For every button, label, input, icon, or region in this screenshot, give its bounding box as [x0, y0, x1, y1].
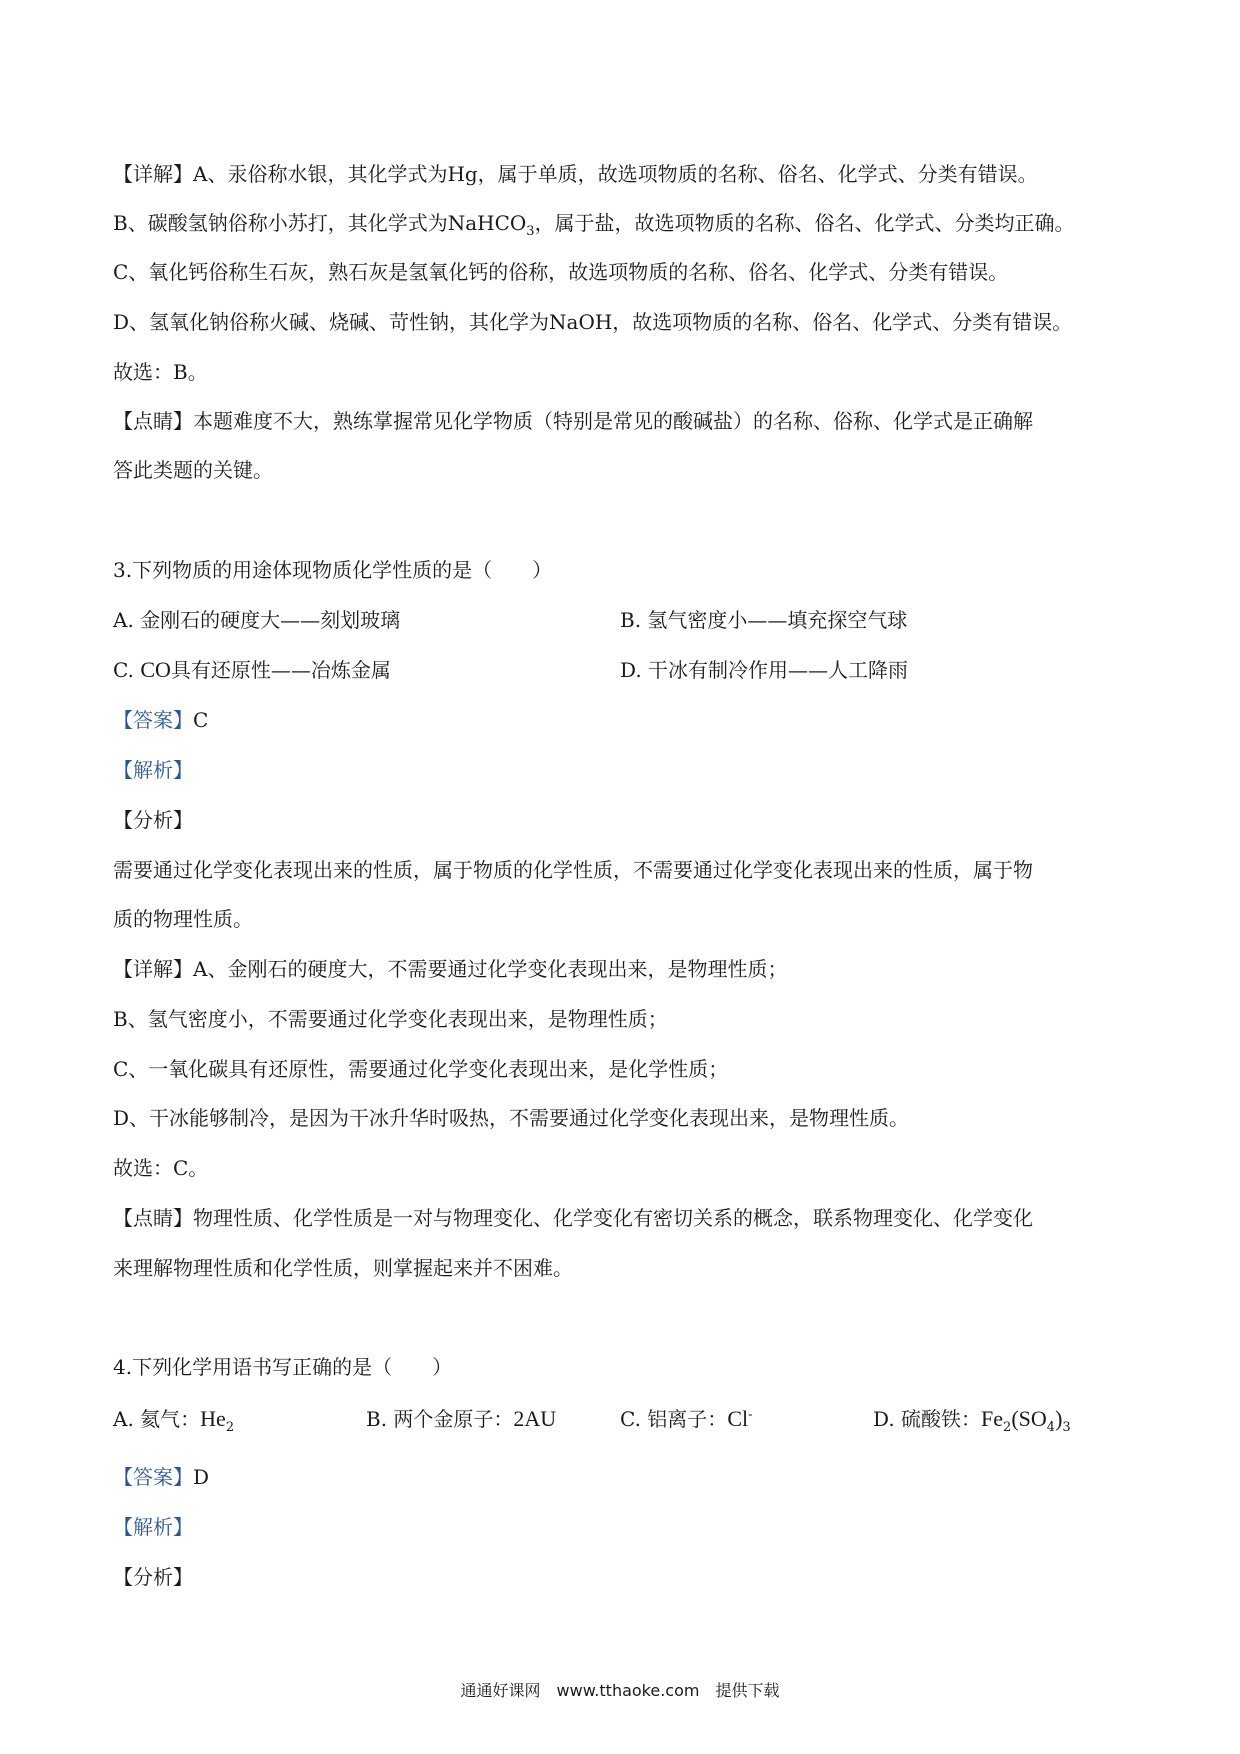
- q3-comment-line-2: 来理解物理性质和化学性质，则掌握起来并不困难。: [113, 1256, 573, 1280]
- q3-stem: 3.下列物质的用途体现物质化学性质的是（ ）: [113, 558, 553, 582]
- q4-option-c-superscript: -: [748, 1407, 753, 1423]
- q2-formula: NaHCO: [447, 211, 527, 235]
- q2-choice: 故选：B。: [113, 360, 208, 384]
- q3-comment-line-1: 【点睛】物理性质、化学性质是一对与物理变化、化学变化有密切关系的概念，联系物理变化、化学变化: [113, 1206, 1033, 1230]
- q4-option-a-formula: He: [200, 1406, 226, 1431]
- q3-answer-value: C: [193, 708, 209, 732]
- q2-detail-b-text: B、碳酸氢钠俗称小苏打，其化学式为: [113, 211, 448, 235]
- q3-option-c-text: 具有还原性——冶炼金属: [170, 658, 391, 682]
- q3-option-d: D. 干冰有制冷作用——人工降雨: [620, 658, 909, 682]
- q3-detail-a: 【详解】A、金刚石的硬度大，不需要通过化学变化表现出来，是物理性质；: [113, 957, 788, 981]
- q4-answer-value: D: [193, 1465, 210, 1489]
- q4-answer-tag: 【答案】: [113, 1465, 193, 1489]
- q4-option-d-subscript-3: 3: [1062, 1420, 1071, 1435]
- q3-detail-b: B、氢气密度小，不需要通过化学变化表现出来，是物理性质；: [113, 1007, 668, 1031]
- q4-option-d-formula-paren: ): [1055, 1406, 1063, 1431]
- q4-option-a-text: A. 氦气：: [113, 1407, 201, 1431]
- q3-answer-tag: 【答案】: [113, 708, 193, 732]
- q4-option-b-text: B. 两个金原子：: [366, 1407, 514, 1431]
- q4-fenxi-tag: 【分析】: [113, 1565, 193, 1589]
- page-footer: 通通好课网 www.tthaoke.com 提供下载: [460, 1681, 780, 1700]
- q2-detail-d: D、氢氧化钠俗称火碱、烧碱、苛性钠，其化学为NaOH，故选项物质的名称、俗名、化学式、分类有错误。: [113, 310, 1073, 334]
- q3-option-c-label: C.: [113, 658, 134, 682]
- q3-option-b: B. 氢气密度小——填充探空气球: [620, 608, 908, 632]
- q3-option-c: [113, 656, 391, 684]
- q4-option-d-formula-fe: Fe: [981, 1406, 1004, 1431]
- q4-option-a-subscript: 2: [225, 1420, 235, 1435]
- q4-option-b-formula: 2AU: [513, 1406, 557, 1431]
- q4-option-d-subscript-2: 4: [1046, 1420, 1056, 1435]
- q3-detail-c: C、一氧化碳具有还原性，需要通过化学变化表现出来，是化学性质；: [113, 1057, 729, 1081]
- q4-option-d-formula-so: (SO: [1011, 1406, 1047, 1431]
- q4-option-c: [620, 1405, 753, 1433]
- q4-option-c-text: C. 铝离子：: [620, 1407, 728, 1431]
- q3-answer: [113, 706, 208, 734]
- q4-analysis-tag: 【解析】: [113, 1515, 193, 1539]
- q4-option-c-formula: Cl: [727, 1406, 749, 1431]
- q4-option-d-subscript-1: 2: [1003, 1420, 1012, 1435]
- q3-option-c-formula: CO: [140, 657, 171, 682]
- q2-detail-a: 【详解】A、汞俗称水银，其化学式为Hg，属于单质，故选项物质的名称、俗名、化学式、分类有错误。: [113, 162, 1038, 186]
- q2-comment-line-2: 答此类题的关键。: [113, 458, 273, 482]
- q4-option-d: [873, 1405, 1071, 1433]
- q3-detail-d: D、干冰能够制冷，是因为干冰升华时吸热，不需要通过化学变化表现出来，是物理性质。: [113, 1106, 910, 1130]
- q4-stem: 4.下列化学用语书写正确的是（ ）: [113, 1355, 453, 1379]
- q3-fenxi-tag: 【分析】: [113, 808, 193, 832]
- q2-detail-b-rest: ，属于盐，故选项物质的名称、俗名、化学式、分类均正确。: [534, 211, 1075, 235]
- q3-fenxi-line-1: 需要通过化学变化表现出来的性质，属于物质的化学性质，不需要通过化学变化表现出来的性质，属于物: [113, 858, 1033, 882]
- q4-option-b: [366, 1405, 556, 1433]
- q2-detail-b: [113, 209, 1075, 237]
- q2-comment-line-1: 【点睛】本题难度不大，熟练掌握常见化学物质（特别是常见的酸碱盐）的名称、俗称、化学式是正确解: [113, 409, 1033, 433]
- q3-option-a: A. 金刚石的硬度大——刻划玻璃: [113, 608, 401, 632]
- q4-option-d-text: D. 硫酸铁：: [873, 1407, 982, 1431]
- q2-detail-c: C、氧化钙俗称生石灰，熟石灰是氢氧化钙的俗称，故选项物质的名称、俗名、化学式、分类有错误。: [113, 260, 1009, 284]
- q3-choice: 故选：C。: [113, 1156, 209, 1180]
- q3-fenxi-line-2: 质的物理性质。: [113, 907, 253, 931]
- q4-answer: [113, 1463, 209, 1491]
- q4-option-a: [113, 1405, 234, 1433]
- q2-formula-subscript: 3: [526, 224, 535, 239]
- q3-analysis-tag: 【解析】: [113, 758, 193, 782]
